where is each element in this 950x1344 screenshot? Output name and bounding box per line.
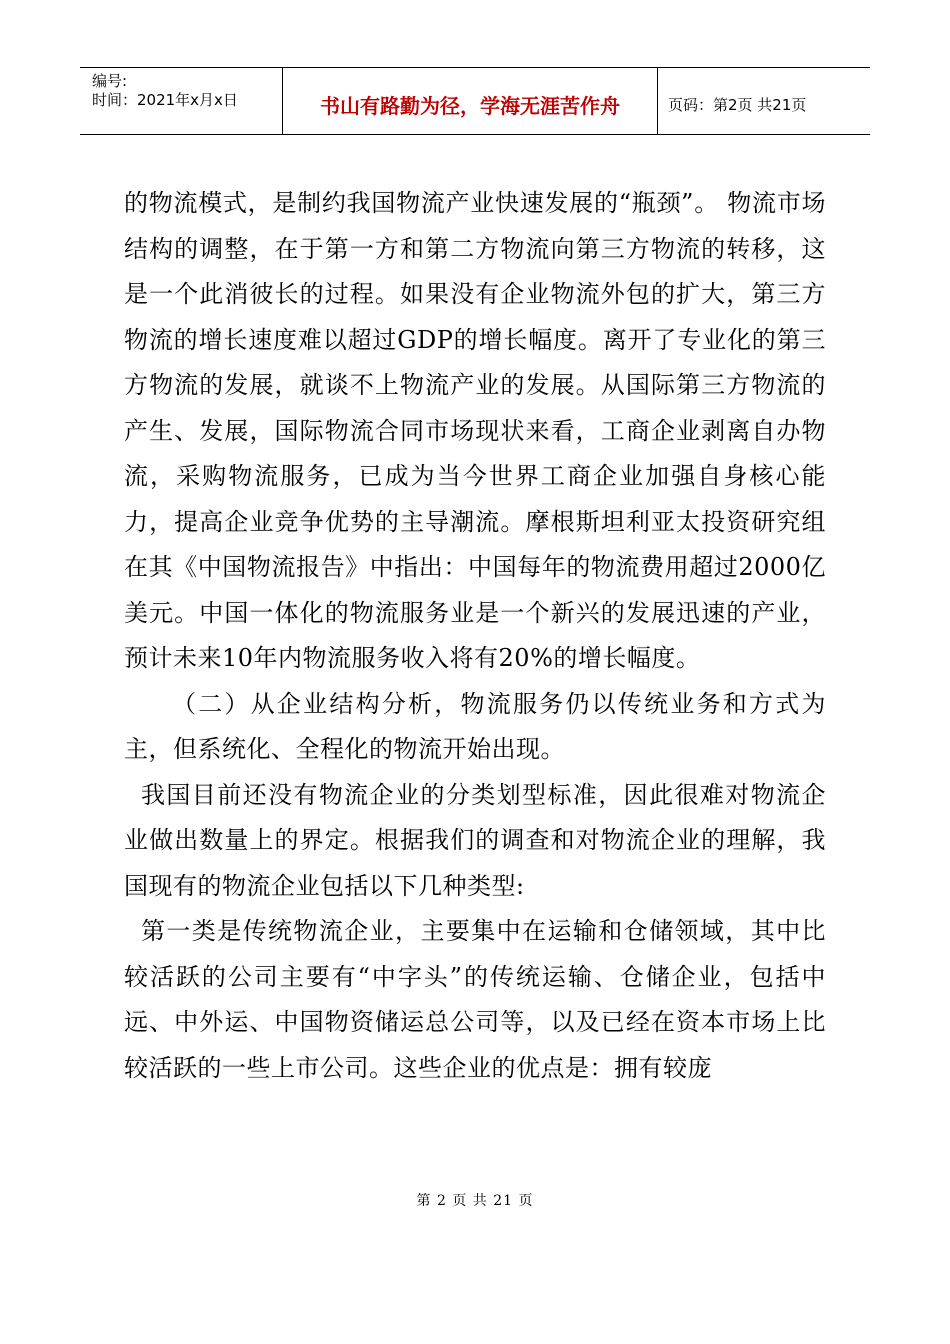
paragraph-first-type: 第一类是传统物流企业，主要集中在运输和仓储领域，其中比较活跃的公司主要有“中字头”的传统运输、仓储企业，包括中远、中外运、中国物资储运总公司等，以及已经在资本市场上比较活跃的一些上市公司。这些企业的优点是：拥有较庞 <box>124 917 826 1082</box>
header-motto-cell <box>283 68 658 134</box>
header-motto: 书山有路勤为径，学海无涯苦作舟 <box>320 93 620 118</box>
header-left-cell <box>80 68 283 134</box>
header-table <box>80 67 870 135</box>
document-number-label: 编号: <box>92 72 128 90</box>
document-time-label: 时间：2021年x月x日 <box>92 91 238 109</box>
header-page-info: 页码：第2页 共21页 <box>668 95 807 114</box>
paragraph-section-heading: （二）从企业结构分析，物流服务仍以传统业务和方式为主，但系统化、全程化的物流开始出现。 <box>124 689 826 763</box>
page-footer <box>0 1190 950 1210</box>
paragraph-enterprise-types: 我国目前还没有物流企业的分类划型标准，因此很难对物流企业做出数量上的界定。根据我们的调查和对物流企业的理解，我国现有的物流企业包括以下几种类型: <box>124 780 826 900</box>
paragraph-continuation: 的物流模式，是制约我国物流产业快速发展的“瓶颈”。 物流市场结构的调整，在于第一方和第二方物流向第三方物流的转移，这是一个此消彼长的过程。如果没有企业物流外包的扩大，第三方物流的增长速度难以超过GDP的增长幅度。离开了专业化的第三方物流的发展，就谈不上物流产业的发展。从国际第三方物流的产生、发展，国际物流合同市场现状来看，工商企业剥离自办物流，采购物流服务，已成为当今世界工商企业加强自身核心能力，提高企业竞争优势的主导潮流。摩根斯坦利亚太投资研究组在其《中国物流报告》中指出：中国每年的物流费用超过2000亿美元。中国一体化的物流服务业是一个新兴的发展迅速的产业，预计未来10年内物流服务收入将有20%的增长幅度。 <box>124 189 826 672</box>
footer-page-number: 第 2 页 共 21 页 <box>416 1193 534 1209</box>
document-body <box>124 181 826 1091</box>
header-page-cell <box>658 68 870 134</box>
